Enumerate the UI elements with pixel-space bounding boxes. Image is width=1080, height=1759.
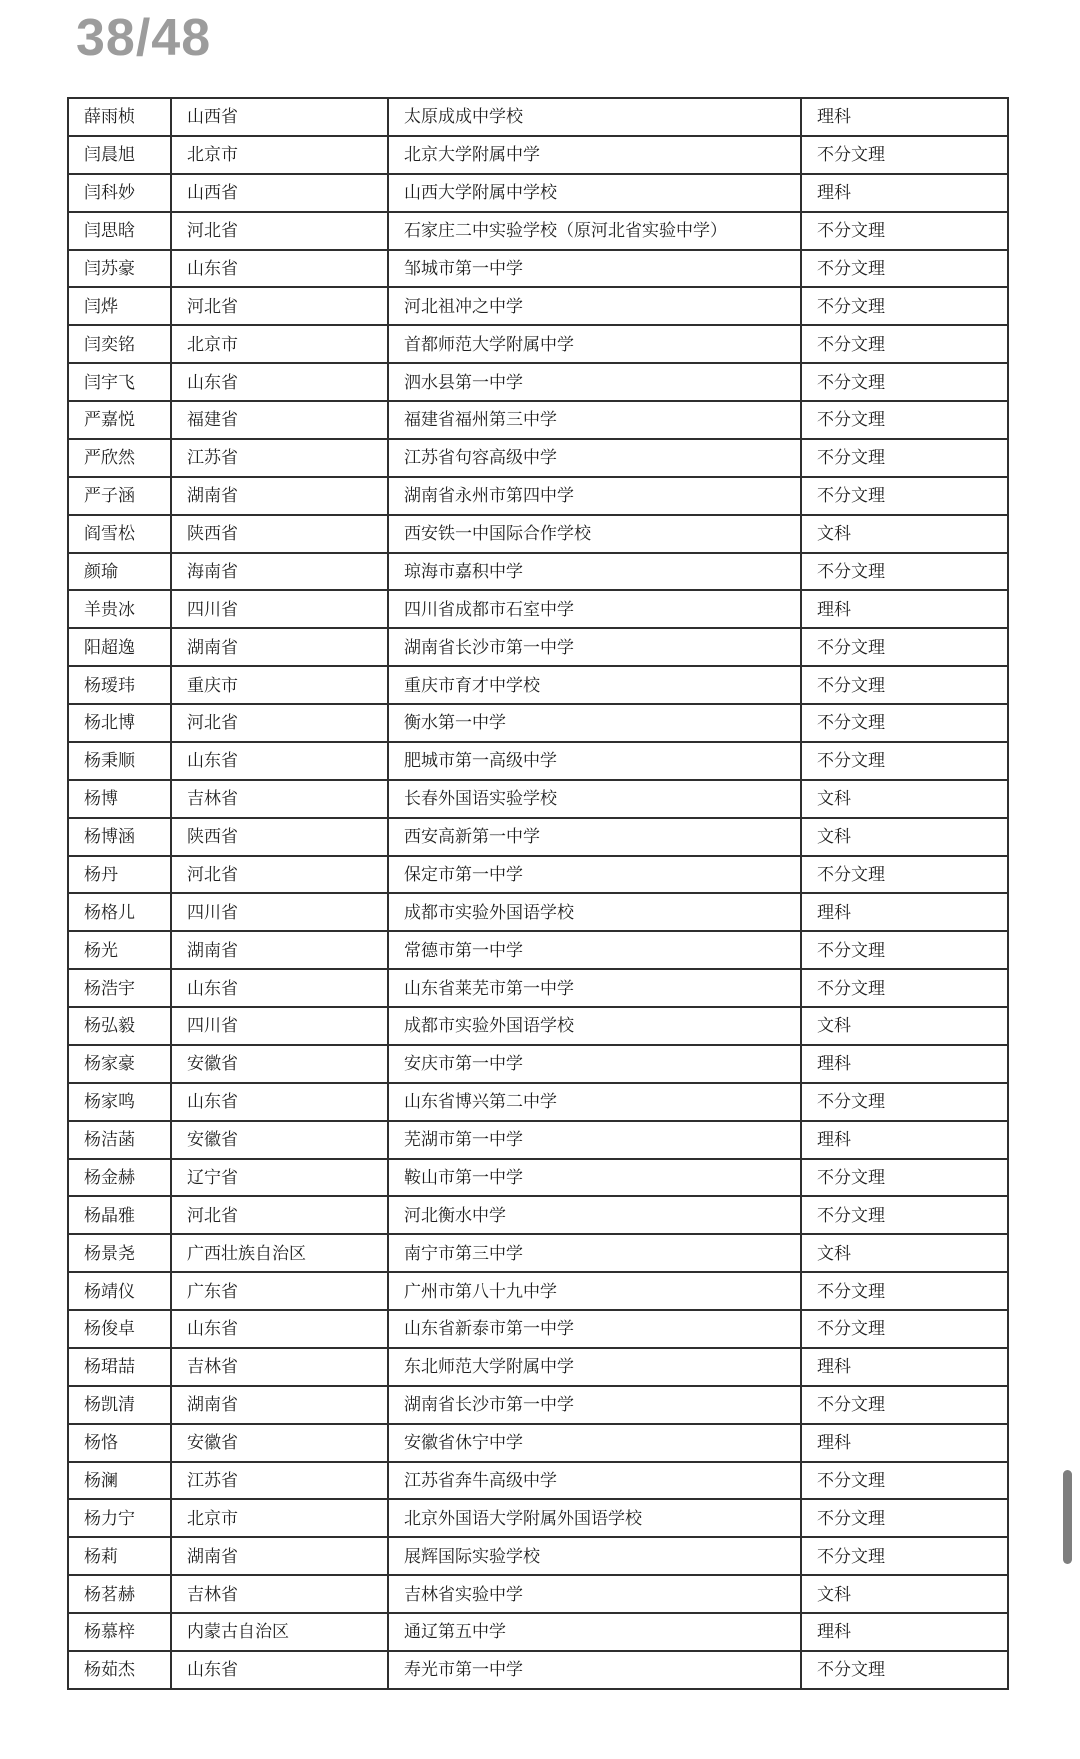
table-row xyxy=(68,212,1008,250)
table-row xyxy=(68,1424,1008,1462)
cell-province: 湖南省 xyxy=(171,1386,388,1424)
cell-province: 吉林省 xyxy=(171,1575,388,1613)
cell-province: 江苏省 xyxy=(171,439,388,477)
cell-track: 文科 xyxy=(801,818,1008,856)
cell-province: 山东省 xyxy=(171,1310,388,1348)
cell-school: 长春外国语实验学校 xyxy=(388,780,801,818)
cell-track: 不分文理 xyxy=(801,1386,1008,1424)
cell-province: 北京市 xyxy=(171,325,388,363)
cell-school: 展辉国际实验学校 xyxy=(388,1537,801,1575)
cell-track: 不分文理 xyxy=(801,477,1008,515)
cell-name: 阳超逸 xyxy=(68,628,171,666)
cell-province: 山东省 xyxy=(171,969,388,1007)
cell-province: 山西省 xyxy=(171,98,388,136)
cell-track: 理科 xyxy=(801,1121,1008,1159)
cell-track: 不分文理 xyxy=(801,1272,1008,1310)
cell-school: 东北师范大学附属中学 xyxy=(388,1348,801,1386)
cell-track: 不分文理 xyxy=(801,212,1008,250)
cell-name: 杨丹 xyxy=(68,856,171,894)
cell-name: 杨洁菡 xyxy=(68,1121,171,1159)
table-row xyxy=(68,1537,1008,1575)
cell-school: 邹城市第一中学 xyxy=(388,250,801,288)
cell-name: 杨浩宇 xyxy=(68,969,171,1007)
cell-province: 安徽省 xyxy=(171,1045,388,1083)
cell-province: 安徽省 xyxy=(171,1424,388,1462)
cell-track: 不分文理 xyxy=(801,439,1008,477)
cell-track: 理科 xyxy=(801,590,1008,628)
cell-track: 理科 xyxy=(801,174,1008,212)
table-row xyxy=(68,1272,1008,1310)
cell-track: 理科 xyxy=(801,1424,1008,1462)
cell-school: 保定市第一中学 xyxy=(388,856,801,894)
table-row xyxy=(68,780,1008,818)
cell-school: 北京大学附属中学 xyxy=(388,136,801,174)
cell-track: 不分文理 xyxy=(801,1651,1008,1689)
cell-province: 山东省 xyxy=(171,742,388,780)
cell-school: 南宁市第三中学 xyxy=(388,1234,801,1272)
cell-track: 不分文理 xyxy=(801,553,1008,591)
cell-province: 陕西省 xyxy=(171,515,388,553)
cell-school: 福建省福州第三中学 xyxy=(388,401,801,439)
cell-track: 不分文理 xyxy=(801,628,1008,666)
cell-name: 杨澜 xyxy=(68,1462,171,1500)
table-row xyxy=(68,742,1008,780)
cell-name: 严欣然 xyxy=(68,439,171,477)
table-row xyxy=(68,1613,1008,1651)
cell-school: 四川省成都市石室中学 xyxy=(388,590,801,628)
cell-name: 杨凯清 xyxy=(68,1386,171,1424)
cell-name: 羊贵冰 xyxy=(68,590,171,628)
cell-track: 不分文理 xyxy=(801,1159,1008,1197)
table-row xyxy=(68,1348,1008,1386)
cell-name: 杨俊卓 xyxy=(68,1310,171,1348)
cell-school: 江苏省句容高级中学 xyxy=(388,439,801,477)
cell-school: 安庆市第一中学 xyxy=(388,1045,801,1083)
cell-track: 理科 xyxy=(801,1613,1008,1651)
cell-name: 杨家豪 xyxy=(68,1045,171,1083)
table-row xyxy=(68,1159,1008,1197)
table-row xyxy=(68,931,1008,969)
cell-school: 肥城市第一高级中学 xyxy=(388,742,801,780)
table-row xyxy=(68,1462,1008,1500)
cell-province: 河北省 xyxy=(171,704,388,742)
cell-school: 山东省莱芜市第一中学 xyxy=(388,969,801,1007)
cell-name: 杨晶雅 xyxy=(68,1196,171,1234)
cell-province: 福建省 xyxy=(171,401,388,439)
cell-track: 不分文理 xyxy=(801,325,1008,363)
cell-school: 山东省博兴第二中学 xyxy=(388,1083,801,1121)
cell-name: 杨莉 xyxy=(68,1537,171,1575)
cell-province: 四川省 xyxy=(171,590,388,628)
cell-school: 重庆市育才中学校 xyxy=(388,666,801,704)
cell-name: 颜瑜 xyxy=(68,553,171,591)
page-indicator: 38/48 xyxy=(76,9,212,67)
cell-name: 杨景尧 xyxy=(68,1234,171,1272)
table-row xyxy=(68,477,1008,515)
cell-school: 湖南省长沙市第一中学 xyxy=(388,1386,801,1424)
cell-province: 四川省 xyxy=(171,1007,388,1045)
table-row xyxy=(68,1083,1008,1121)
cell-school: 湖南省永州市第四中学 xyxy=(388,477,801,515)
cell-province: 山东省 xyxy=(171,1083,388,1121)
cell-school: 安徽省休宁中学 xyxy=(388,1424,801,1462)
cell-school: 石家庄二中实验学校（原河北省实验中学） xyxy=(388,212,801,250)
cell-province: 河北省 xyxy=(171,856,388,894)
cell-school: 芜湖市第一中学 xyxy=(388,1121,801,1159)
table-row xyxy=(68,136,1008,174)
cell-name: 闫奕铭 xyxy=(68,325,171,363)
table-row xyxy=(68,515,1008,553)
table-row xyxy=(68,553,1008,591)
table-row xyxy=(68,1499,1008,1537)
table-row xyxy=(68,628,1008,666)
cell-school: 河北衡水中学 xyxy=(388,1196,801,1234)
table-row xyxy=(68,969,1008,1007)
cell-school: 鞍山市第一中学 xyxy=(388,1159,801,1197)
table-row xyxy=(68,1007,1008,1045)
cell-school: 西安铁一中国际合作学校 xyxy=(388,515,801,553)
cell-school: 山西大学附属中学校 xyxy=(388,174,801,212)
cell-province: 山东省 xyxy=(171,1651,388,1689)
cell-track: 不分文理 xyxy=(801,1310,1008,1348)
roster-table xyxy=(67,97,1009,1690)
cell-province: 安徽省 xyxy=(171,1121,388,1159)
cell-name: 杨弘毅 xyxy=(68,1007,171,1045)
cell-name: 杨格儿 xyxy=(68,893,171,931)
table-row xyxy=(68,1575,1008,1613)
cell-school: 河北祖冲之中学 xyxy=(388,287,801,325)
table-row xyxy=(68,818,1008,856)
table-row xyxy=(68,1386,1008,1424)
cell-track: 不分文理 xyxy=(801,250,1008,288)
cell-province: 辽宁省 xyxy=(171,1159,388,1197)
table-row xyxy=(68,98,1008,136)
cell-school: 常德市第一中学 xyxy=(388,931,801,969)
cell-name: 杨光 xyxy=(68,931,171,969)
cell-track: 不分文理 xyxy=(801,1083,1008,1121)
cell-province: 湖南省 xyxy=(171,477,388,515)
cell-name: 杨秉顺 xyxy=(68,742,171,780)
cell-track: 文科 xyxy=(801,1234,1008,1272)
cell-track: 理科 xyxy=(801,893,1008,931)
cell-province: 湖南省 xyxy=(171,931,388,969)
cell-school: 泗水县第一中学 xyxy=(388,363,801,401)
cell-province: 河北省 xyxy=(171,212,388,250)
cell-name: 杨茗赫 xyxy=(68,1575,171,1613)
table-row xyxy=(68,704,1008,742)
cell-province: 湖南省 xyxy=(171,628,388,666)
cell-name: 杨博涵 xyxy=(68,818,171,856)
cell-school: 衡水第一中学 xyxy=(388,704,801,742)
cell-province: 北京市 xyxy=(171,136,388,174)
table-row xyxy=(68,363,1008,401)
cell-track: 不分文理 xyxy=(801,363,1008,401)
cell-name: 杨恪 xyxy=(68,1424,171,1462)
cell-name: 杨珺喆 xyxy=(68,1348,171,1386)
table-row xyxy=(68,439,1008,477)
table-row xyxy=(68,250,1008,288)
cell-name: 杨瑷玮 xyxy=(68,666,171,704)
cell-track: 不分文理 xyxy=(801,136,1008,174)
cell-name: 杨力宁 xyxy=(68,1499,171,1537)
cell-school: 广州市第八十九中学 xyxy=(388,1272,801,1310)
cell-province: 海南省 xyxy=(171,553,388,591)
cell-province: 吉林省 xyxy=(171,780,388,818)
cell-province: 重庆市 xyxy=(171,666,388,704)
table-row xyxy=(68,1121,1008,1159)
cell-name: 闫晨旭 xyxy=(68,136,171,174)
cell-name: 杨博 xyxy=(68,780,171,818)
cell-track: 不分文理 xyxy=(801,287,1008,325)
cell-province: 广西壮族自治区 xyxy=(171,1234,388,1272)
cell-province: 河北省 xyxy=(171,1196,388,1234)
table-row xyxy=(68,1234,1008,1272)
cell-name: 杨慕梓 xyxy=(68,1613,171,1651)
cell-track: 文科 xyxy=(801,780,1008,818)
table-row xyxy=(68,1045,1008,1083)
cell-school: 湖南省长沙市第一中学 xyxy=(388,628,801,666)
table-row xyxy=(68,666,1008,704)
cell-province: 江苏省 xyxy=(171,1462,388,1500)
cell-school: 成都市实验外国语学校 xyxy=(388,893,801,931)
cell-track: 文科 xyxy=(801,1575,1008,1613)
cell-school: 北京外国语大学附属外国语学校 xyxy=(388,1499,801,1537)
cell-province: 四川省 xyxy=(171,893,388,931)
cell-name: 闫宇飞 xyxy=(68,363,171,401)
cell-school: 江苏省奔牛高级中学 xyxy=(388,1462,801,1500)
cell-province: 吉林省 xyxy=(171,1348,388,1386)
cell-province: 山东省 xyxy=(171,363,388,401)
table-row xyxy=(68,401,1008,439)
cell-name: 阎雪松 xyxy=(68,515,171,553)
cell-school: 首都师范大学附属中学 xyxy=(388,325,801,363)
cell-track: 文科 xyxy=(801,515,1008,553)
cell-track: 不分文理 xyxy=(801,666,1008,704)
cell-track: 不分文理 xyxy=(801,401,1008,439)
table-row xyxy=(68,1310,1008,1348)
table-row xyxy=(68,174,1008,212)
cell-track: 不分文理 xyxy=(801,931,1008,969)
cell-name: 闫烨 xyxy=(68,287,171,325)
cell-track: 理科 xyxy=(801,1348,1008,1386)
cell-track: 不分文理 xyxy=(801,1196,1008,1234)
cell-track: 理科 xyxy=(801,98,1008,136)
cell-track: 不分文理 xyxy=(801,856,1008,894)
cell-name: 杨茹杰 xyxy=(68,1651,171,1689)
scrollbar-thumb[interactable] xyxy=(1063,1470,1072,1564)
cell-school: 通辽第五中学 xyxy=(388,1613,801,1651)
cell-name: 杨北博 xyxy=(68,704,171,742)
cell-name: 杨家鸣 xyxy=(68,1083,171,1121)
cell-school: 山东省新泰市第一中学 xyxy=(388,1310,801,1348)
table-row xyxy=(68,325,1008,363)
cell-track: 不分文理 xyxy=(801,742,1008,780)
cell-school: 寿光市第一中学 xyxy=(388,1651,801,1689)
cell-track: 不分文理 xyxy=(801,1537,1008,1575)
cell-track: 不分文理 xyxy=(801,969,1008,1007)
cell-track: 不分文理 xyxy=(801,1462,1008,1500)
cell-province: 广东省 xyxy=(171,1272,388,1310)
cell-name: 杨靖仪 xyxy=(68,1272,171,1310)
cell-school: 琼海市嘉积中学 xyxy=(388,553,801,591)
cell-name: 严子涵 xyxy=(68,477,171,515)
cell-school: 吉林省实验中学 xyxy=(388,1575,801,1613)
roster-table-body xyxy=(68,98,1008,1689)
cell-province: 湖南省 xyxy=(171,1537,388,1575)
cell-province: 河北省 xyxy=(171,287,388,325)
table-row xyxy=(68,287,1008,325)
cell-track: 文科 xyxy=(801,1007,1008,1045)
cell-province: 北京市 xyxy=(171,1499,388,1537)
cell-name: 杨金赫 xyxy=(68,1159,171,1197)
table-row xyxy=(68,1651,1008,1689)
table-row xyxy=(68,893,1008,931)
cell-province: 陕西省 xyxy=(171,818,388,856)
table-row xyxy=(68,590,1008,628)
table-row xyxy=(68,856,1008,894)
cell-school: 西安高新第一中学 xyxy=(388,818,801,856)
cell-name: 闫苏豪 xyxy=(68,250,171,288)
cell-school: 太原成成中学校 xyxy=(388,98,801,136)
table-row xyxy=(68,1196,1008,1234)
cell-province: 山西省 xyxy=(171,174,388,212)
cell-name: 薛雨桢 xyxy=(68,98,171,136)
cell-school: 成都市实验外国语学校 xyxy=(388,1007,801,1045)
cell-name: 闫科妙 xyxy=(68,174,171,212)
cell-province: 内蒙古自治区 xyxy=(171,1613,388,1651)
cell-name: 闫思晗 xyxy=(68,212,171,250)
cell-province: 山东省 xyxy=(171,250,388,288)
cell-track: 不分文理 xyxy=(801,1499,1008,1537)
cell-track: 不分文理 xyxy=(801,704,1008,742)
cell-name: 严嘉悦 xyxy=(68,401,171,439)
cell-track: 理科 xyxy=(801,1045,1008,1083)
